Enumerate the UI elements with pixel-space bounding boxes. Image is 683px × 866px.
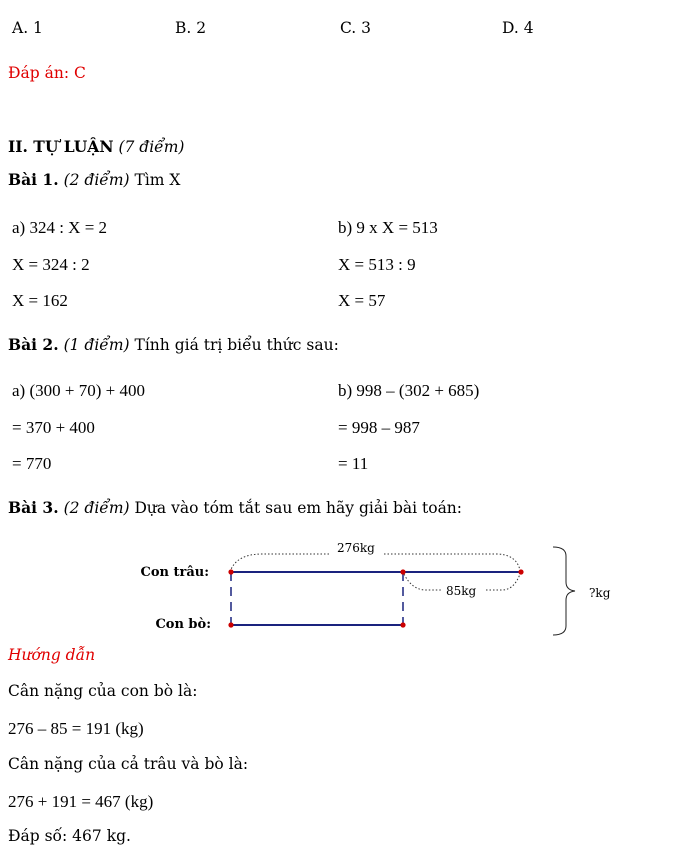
bai1-left-line: X = 162	[12, 291, 68, 310]
bai2-task: Tính giá trị biểu thức sau:	[134, 336, 339, 354]
section-title: II. TỰ LUẬN	[8, 137, 114, 156]
buffalo-label: Con trâu:	[140, 565, 209, 580]
bai1-heading	[8, 172, 180, 189]
bai3-points: (2 điểm)	[63, 499, 130, 517]
point	[228, 622, 233, 627]
option-b: B. 2	[175, 19, 207, 37]
guide-line: Cân nặng của con bò là:	[8, 682, 198, 700]
bai1-right-line: X = 57	[338, 291, 386, 310]
total-label: 276kg	[337, 541, 375, 555]
guide-line: 276 – 85 = 191 (kg)	[8, 719, 144, 738]
bai2-left-line: = 370 + 400	[12, 418, 95, 437]
bai1-left-line: X = 324 : 2	[12, 255, 90, 274]
total-brace-right	[384, 554, 520, 570]
bai1-left-line: a) 324 : X = 2	[12, 218, 108, 237]
bai3-heading	[8, 500, 462, 517]
point	[400, 569, 405, 574]
bai1-label: Bài 1.	[8, 170, 59, 189]
question-label: ?kg	[589, 586, 611, 600]
bai2-points: (1 điểm)	[63, 336, 130, 354]
bai1-right-line: b) 9 x X = 513	[338, 218, 438, 237]
bai2-right-line: b) 998 – (302 + 685)	[338, 381, 480, 400]
bai1-points: (2 điểm)	[63, 171, 130, 189]
total-curly-brace	[553, 547, 575, 635]
point	[518, 569, 523, 574]
answer-text: Đáp án: C	[8, 64, 86, 82]
diff-brace-left	[404, 574, 442, 590]
bai2-heading	[8, 337, 339, 354]
point	[400, 622, 405, 627]
bai1-task: Tìm X	[134, 171, 181, 189]
option-a: A. 1	[12, 19, 43, 37]
diff-label: 85kg	[446, 584, 477, 598]
bai2-left-line: = 770	[12, 454, 52, 473]
section-heading	[8, 139, 184, 156]
option-d: D. 4	[502, 19, 534, 37]
bai2-right-line: = 998 – 987	[338, 418, 420, 437]
diff-brace-right	[486, 574, 520, 590]
total-brace-left	[230, 554, 330, 572]
guide-line: Cân nặng của cả trâu và bò là:	[8, 755, 249, 773]
bai1-right-line: X = 513 : 9	[338, 255, 416, 274]
option-c: C. 3	[340, 19, 372, 37]
guide-line: 276 + 191 = 467 (kg)	[8, 792, 154, 811]
guide-title: Hướng dẫn	[8, 646, 96, 664]
bai2-label: Bài 2.	[8, 335, 59, 354]
guide-line: Đáp số: 467 kg.	[8, 827, 131, 845]
bai2-right-line: = 11	[338, 454, 369, 473]
bai2-left-line: a) (300 + 70) + 400	[12, 381, 145, 400]
cow-label: Con bò:	[155, 617, 211, 632]
point	[228, 569, 233, 574]
bai3-task: Dựa vào tóm tắt sau em hãy giải bài toán:	[134, 499, 463, 517]
section-points: (7 điểm)	[118, 138, 185, 156]
summary-diagram	[0, 530, 683, 650]
bai3-label: Bài 3.	[8, 498, 59, 517]
